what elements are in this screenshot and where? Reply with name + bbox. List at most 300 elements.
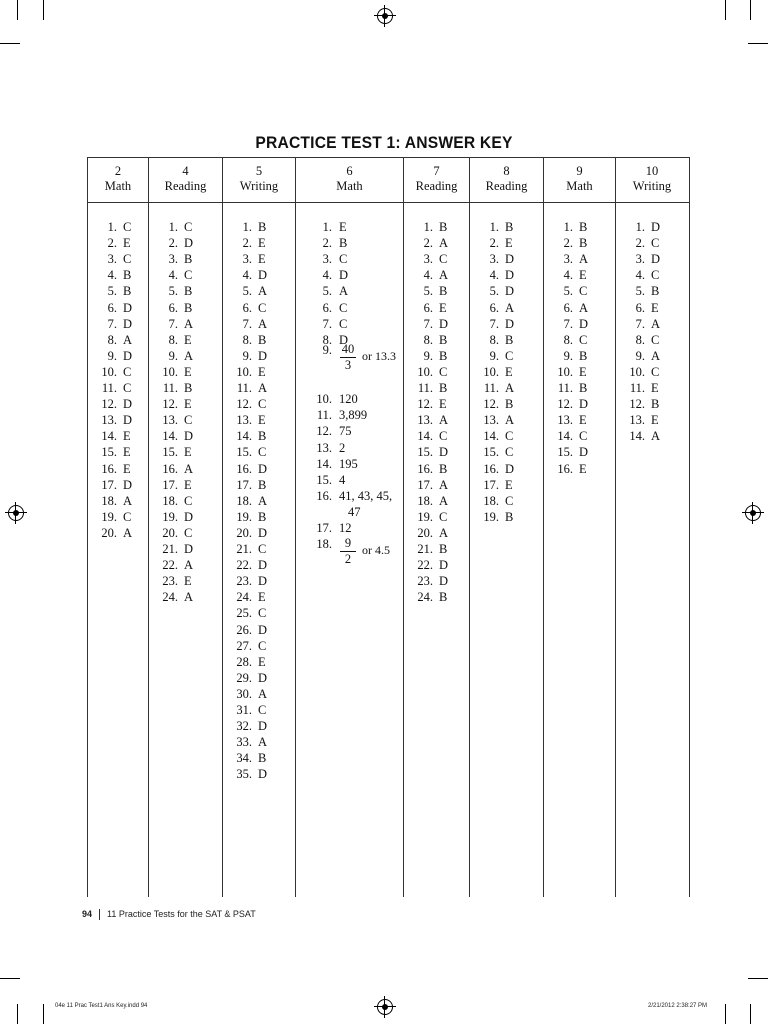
question-number: 21. — [417, 542, 433, 556]
question-number: 14. — [417, 429, 433, 444]
crop-mark — [17, 0, 18, 20]
answer-value: B — [579, 236, 588, 251]
answer-value: C — [651, 332, 660, 347]
answer-value: D — [184, 509, 194, 524]
answer-value: C — [579, 284, 588, 299]
question-number: 3. — [107, 252, 117, 267]
question-number: 5. — [322, 284, 332, 299]
question-number: 13. — [162, 413, 178, 428]
answer-value: D — [339, 268, 349, 283]
answer-value: B — [184, 300, 193, 315]
question-number: 22. — [236, 558, 252, 573]
question-number: 25. — [236, 606, 252, 621]
answer-value: A — [184, 316, 194, 331]
question-number: 13. — [629, 413, 645, 428]
answer-value: E — [184, 332, 192, 347]
question-number: 3. — [242, 252, 252, 267]
question-number: 27. — [236, 638, 252, 653]
question-number: 16. — [483, 461, 499, 476]
answer-value: A — [439, 493, 449, 508]
question-number: 14. — [629, 429, 645, 444]
fraction-numerator: 40 — [341, 341, 355, 356]
answer-value: D — [258, 767, 268, 782]
answer-value: B — [505, 397, 514, 412]
answer-value: C — [439, 364, 448, 379]
crop-mark — [750, 0, 751, 20]
answer-value: B — [439, 381, 448, 395]
fraction-numerator: 9 — [344, 536, 352, 551]
column-header — [616, 158, 688, 202]
question-number: 6. — [423, 300, 433, 315]
answer-value: C — [439, 429, 448, 444]
answer-value: D — [258, 348, 268, 363]
answer-value: E — [579, 364, 587, 379]
answer-value: C — [505, 348, 514, 363]
answer-value: A — [505, 381, 515, 395]
answer-value: C — [258, 703, 267, 717]
answer-value: C — [123, 252, 132, 267]
answer-value: C — [258, 606, 267, 621]
column-header — [544, 158, 615, 202]
answer-value: D — [339, 332, 349, 347]
question-number: 4. — [635, 268, 645, 283]
answer-value: C — [184, 493, 193, 508]
answer-value: A — [579, 300, 589, 315]
question-number: 12. — [162, 397, 178, 412]
answer-value: B — [258, 751, 267, 766]
slug-timestamp: 2/21/2012 2:38:27 PM — [648, 1003, 708, 1009]
section-column-8 — [470, 158, 544, 897]
question-number: 5. — [563, 284, 573, 299]
answer-value: E — [505, 477, 513, 492]
section-number: 6 — [346, 164, 353, 178]
answer-value: D — [505, 268, 515, 283]
page-title: PRACTICE TEST 1: ANSWER KEY — [255, 133, 513, 152]
question-number: 8. — [322, 332, 332, 347]
question-number: 2. — [107, 236, 117, 251]
question-number: 9. — [107, 348, 117, 363]
question-number: 21. — [162, 542, 178, 556]
question-number: 8. — [563, 332, 573, 347]
question-number: 10. — [417, 364, 433, 379]
crop-mark — [43, 0, 44, 20]
answer-value: E — [258, 590, 266, 605]
slug-filename: 04e 11 Prac Test1 Ans Key.indd 94 — [55, 1003, 148, 1009]
answer-value: D — [651, 252, 661, 267]
answer-value: D — [258, 574, 268, 589]
answer-value: A — [439, 268, 449, 283]
section-column-5 — [223, 158, 296, 897]
answer-value: C — [123, 509, 132, 524]
question-number: 15. — [236, 445, 252, 460]
section-column-6 — [296, 158, 404, 897]
answer-value: D — [505, 461, 515, 476]
answer-value: D — [439, 316, 449, 331]
answer-value: D — [579, 316, 589, 331]
question-number: 14. — [162, 429, 178, 444]
answer-value: 41, 43, 45, — [339, 488, 393, 503]
question-number: 16. — [236, 461, 252, 476]
registration-mark-icon — [8, 505, 24, 521]
question-number: 22. — [417, 558, 433, 573]
answer-value: D — [123, 413, 133, 428]
question-number: 12. — [417, 397, 433, 412]
answer-value: B — [258, 220, 267, 234]
answer-value: D — [258, 525, 268, 540]
answer-value: C — [505, 493, 514, 508]
answer-value: C — [258, 445, 267, 460]
book-title: 11 Practice Tests for the SAT & PSAT — [107, 909, 256, 919]
question-number: 11. — [557, 381, 573, 395]
registration-mark-icon — [377, 8, 393, 24]
answer-value: 4 — [339, 472, 346, 487]
answer-value: A — [258, 316, 268, 331]
question-number: 8. — [168, 332, 178, 347]
answer-value: C — [505, 429, 514, 444]
answer-value: C — [258, 397, 267, 412]
column-header — [149, 158, 222, 202]
crop-mark — [725, 0, 726, 20]
question-number: 16. — [316, 488, 332, 503]
answer-value: B — [339, 236, 348, 251]
column-header — [223, 158, 295, 202]
answer-value: A — [439, 236, 449, 251]
answer-value: C — [579, 332, 588, 347]
answer-value: A — [505, 300, 515, 315]
answer-value: A — [123, 493, 133, 508]
question-number: 20. — [101, 525, 117, 540]
answer-value: D — [579, 397, 589, 412]
answer-value: C — [505, 445, 514, 460]
answer-value: C — [258, 542, 267, 556]
question-number: 4. — [489, 268, 499, 283]
question-number: 10. — [236, 364, 252, 379]
answer-value: E — [339, 220, 347, 234]
answer-value: E — [651, 381, 659, 395]
question-number: 19. — [417, 509, 433, 524]
question-number: 10. — [316, 392, 332, 407]
answer-value: B — [258, 332, 267, 347]
section-column-2 — [88, 158, 149, 897]
column-header — [470, 158, 543, 202]
answer-value: E — [123, 429, 131, 444]
question-number: 14. — [557, 429, 573, 444]
question-number: 8. — [489, 332, 499, 347]
question-number: 14. — [101, 429, 117, 444]
question-number: 7. — [107, 316, 117, 331]
question-number: 1. — [242, 220, 252, 234]
answer-value: E — [184, 364, 192, 379]
answer-value: B — [579, 348, 588, 363]
answer-value: B — [184, 284, 193, 299]
answer-value: B — [439, 332, 448, 347]
question-number: 12. — [101, 397, 117, 412]
question-number: 35. — [236, 767, 252, 782]
answer-value: A — [184, 558, 194, 573]
answer-value: 3,899 — [339, 408, 368, 423]
question-number: 4. — [563, 268, 573, 283]
question-number: 9. — [242, 348, 252, 363]
answer-value: A — [258, 284, 268, 299]
answer-value: D — [505, 316, 515, 331]
question-number: 1. — [423, 220, 433, 234]
question-number: 2. — [423, 236, 433, 251]
answer-value: B — [439, 461, 448, 476]
column-header — [88, 158, 148, 202]
question-number: 10. — [483, 364, 499, 379]
question-number: 15. — [316, 472, 332, 487]
answer-value: B — [258, 429, 267, 444]
question-number: 12. — [483, 397, 499, 412]
question-number: 11. — [316, 408, 332, 423]
crop-mark — [0, 978, 20, 979]
question-number: 6. — [242, 300, 252, 315]
question-number: 16. — [557, 461, 573, 476]
answer-value-continued: 47 — [348, 504, 361, 519]
question-number: 21. — [236, 542, 252, 556]
answer-value: E — [123, 461, 131, 476]
question-number: 19. — [483, 509, 499, 524]
question-number: 17. — [483, 477, 499, 492]
question-number: 11. — [629, 381, 645, 395]
question-number: 18. — [316, 537, 332, 552]
question-number: 6. — [635, 300, 645, 315]
answer-value: C — [651, 268, 660, 283]
section-subject: Reading — [164, 179, 207, 193]
answer-value: E — [651, 300, 659, 315]
question-number: 2. — [489, 236, 499, 251]
answer-value: C — [339, 252, 348, 267]
question-number: 33. — [236, 735, 252, 750]
answer-value: A — [651, 429, 661, 444]
fraction-answer — [340, 343, 356, 372]
question-number: 6. — [168, 300, 178, 315]
answer-value: B — [439, 348, 448, 363]
column-header — [404, 158, 469, 202]
fraction-answer — [340, 537, 356, 566]
answer-value: E — [258, 413, 266, 428]
answer-value: B — [439, 220, 448, 234]
answer-value: D — [184, 236, 194, 251]
answer-value: D — [505, 252, 515, 267]
question-number: 5. — [489, 284, 499, 299]
answer-value: A — [258, 735, 268, 750]
question-number: 5. — [242, 284, 252, 299]
question-number: 19. — [236, 509, 252, 524]
question-number: 23. — [417, 574, 433, 589]
answer-value: C — [439, 252, 448, 267]
section-subject: Writing — [239, 179, 279, 193]
answer-value: C — [184, 413, 193, 428]
answer-value: B — [258, 509, 267, 524]
question-number: 18. — [483, 493, 499, 508]
question-number: 4. — [107, 268, 117, 283]
answer-value: E — [184, 445, 192, 460]
question-number: 18. — [236, 493, 252, 508]
question-number: 15. — [162, 445, 178, 460]
question-number: 29. — [236, 670, 252, 685]
answer-value: C — [258, 638, 267, 653]
question-number: 1. — [322, 220, 332, 234]
question-number: 11. — [236, 381, 252, 395]
question-number: 8. — [107, 332, 117, 347]
question-number: 22. — [162, 558, 178, 573]
question-number: 24. — [162, 590, 178, 605]
answer-value: A — [258, 381, 268, 395]
question-number: 11. — [162, 381, 178, 395]
crop-mark — [0, 43, 20, 44]
answer-value: 2 — [339, 440, 346, 455]
question-number: 20. — [162, 525, 178, 540]
answer-value: A — [439, 477, 449, 492]
answer-key-table — [87, 157, 690, 897]
answer-value: D — [505, 284, 515, 299]
answer-value: B — [579, 381, 588, 395]
question-number: 10. — [162, 364, 178, 379]
answer-value: C — [184, 268, 193, 283]
question-number: 3. — [489, 252, 499, 267]
question-number: 19. — [101, 509, 117, 524]
question-number: 8. — [635, 332, 645, 347]
question-number: 6. — [322, 300, 332, 315]
answer-value: D — [123, 477, 133, 492]
question-number: 7. — [242, 316, 252, 331]
question-number: 4. — [322, 268, 332, 283]
question-number: 17. — [101, 477, 117, 492]
answer-value: C — [184, 525, 193, 540]
fraction-denominator: 2 — [344, 552, 352, 567]
answer-value: A — [505, 413, 515, 428]
section-column-4 — [149, 158, 223, 897]
section-column-7 — [404, 158, 470, 897]
answer-value: C — [123, 220, 132, 234]
answer-value: 195 — [339, 456, 358, 471]
question-number: 4. — [168, 268, 178, 283]
answer-value: B — [651, 397, 660, 412]
page-footer — [82, 909, 256, 920]
answer-value: D — [258, 719, 268, 734]
question-number: 9. — [423, 348, 433, 363]
answer-value: E — [651, 413, 659, 428]
answer-value: D — [258, 268, 268, 283]
question-number: 6. — [489, 300, 499, 315]
answer-value: A — [184, 590, 194, 605]
question-number: 12. — [629, 397, 645, 412]
answer-value: A — [439, 413, 449, 428]
answer-value: E — [123, 445, 131, 460]
answer-value: D — [439, 574, 449, 589]
answer-value: C — [184, 220, 193, 234]
answer-value: D — [258, 670, 268, 685]
question-number: 26. — [236, 622, 252, 637]
question-number: 15. — [557, 445, 573, 460]
question-number: 15. — [483, 445, 499, 460]
answer-value: C — [258, 300, 267, 315]
answer-value: D — [123, 316, 133, 331]
question-number: 9. — [635, 348, 645, 363]
answer-value: D — [184, 429, 194, 444]
answer-value: E — [505, 364, 513, 379]
answer-value: D — [123, 348, 133, 363]
answer-value: 12 — [339, 521, 352, 536]
question-number: 28. — [236, 654, 252, 669]
question-number: 13. — [316, 440, 332, 455]
question-number: 13. — [236, 413, 252, 428]
answer-value: B — [651, 284, 660, 299]
section-column-10 — [616, 158, 688, 897]
question-number: 20. — [417, 525, 433, 540]
question-number: 13. — [483, 413, 499, 428]
question-number: 10. — [629, 364, 645, 379]
crop-mark — [725, 1004, 726, 1024]
answer-value: C — [123, 364, 132, 379]
question-number: 10. — [557, 364, 573, 379]
question-number: 3. — [322, 252, 332, 267]
answer-value: E — [579, 461, 587, 476]
answer-value: D — [651, 220, 661, 234]
question-number: 16. — [417, 461, 433, 476]
answer-value: D — [258, 461, 268, 476]
answer-value: E — [184, 574, 192, 589]
registration-mark-icon — [745, 505, 761, 521]
question-number: 16. — [162, 461, 178, 476]
question-number: 14. — [316, 456, 332, 471]
answer-value: B — [184, 381, 193, 395]
question-number: 3. — [168, 252, 178, 267]
answer-value: B — [505, 220, 514, 234]
question-number: 2. — [635, 236, 645, 251]
question-number: 9. — [322, 342, 332, 357]
question-number: 15. — [417, 445, 433, 460]
question-number: 12. — [316, 424, 332, 439]
answer-value: A — [439, 525, 449, 540]
question-number: 13. — [101, 413, 117, 428]
answer-value: D — [123, 397, 133, 412]
answer-value: D — [439, 445, 449, 460]
question-number: 20. — [236, 525, 252, 540]
question-number: 16. — [101, 461, 117, 476]
section-number: 10 — [645, 164, 659, 178]
question-number: 5. — [423, 284, 433, 299]
question-number: 10. — [101, 364, 117, 379]
answer-value: B — [505, 332, 514, 347]
question-number: 19. — [162, 509, 178, 524]
answer-value: E — [258, 252, 266, 267]
section-subject: Math — [104, 179, 132, 193]
question-number: 11. — [417, 381, 433, 395]
section-subject: Math — [336, 179, 363, 193]
section-number: 8 — [503, 164, 510, 178]
question-number: 24. — [417, 590, 433, 605]
question-number: 24. — [236, 590, 252, 605]
answer-value: E — [123, 236, 131, 251]
answer-value: C — [651, 236, 660, 251]
answer-value: D — [258, 558, 268, 573]
answer-value: B — [439, 284, 448, 299]
question-number: 7. — [563, 316, 573, 331]
section-subject: Math — [566, 179, 593, 193]
question-number: 13. — [417, 413, 433, 428]
answer-value: A — [258, 493, 268, 508]
question-number: 7. — [423, 316, 433, 331]
question-number: 6. — [107, 300, 117, 315]
question-number: 31. — [236, 703, 252, 717]
question-number: 17. — [162, 477, 178, 492]
crop-mark — [748, 978, 768, 979]
answer-value: D — [439, 558, 449, 573]
column-header — [296, 158, 403, 202]
answer-value: E — [258, 236, 266, 251]
